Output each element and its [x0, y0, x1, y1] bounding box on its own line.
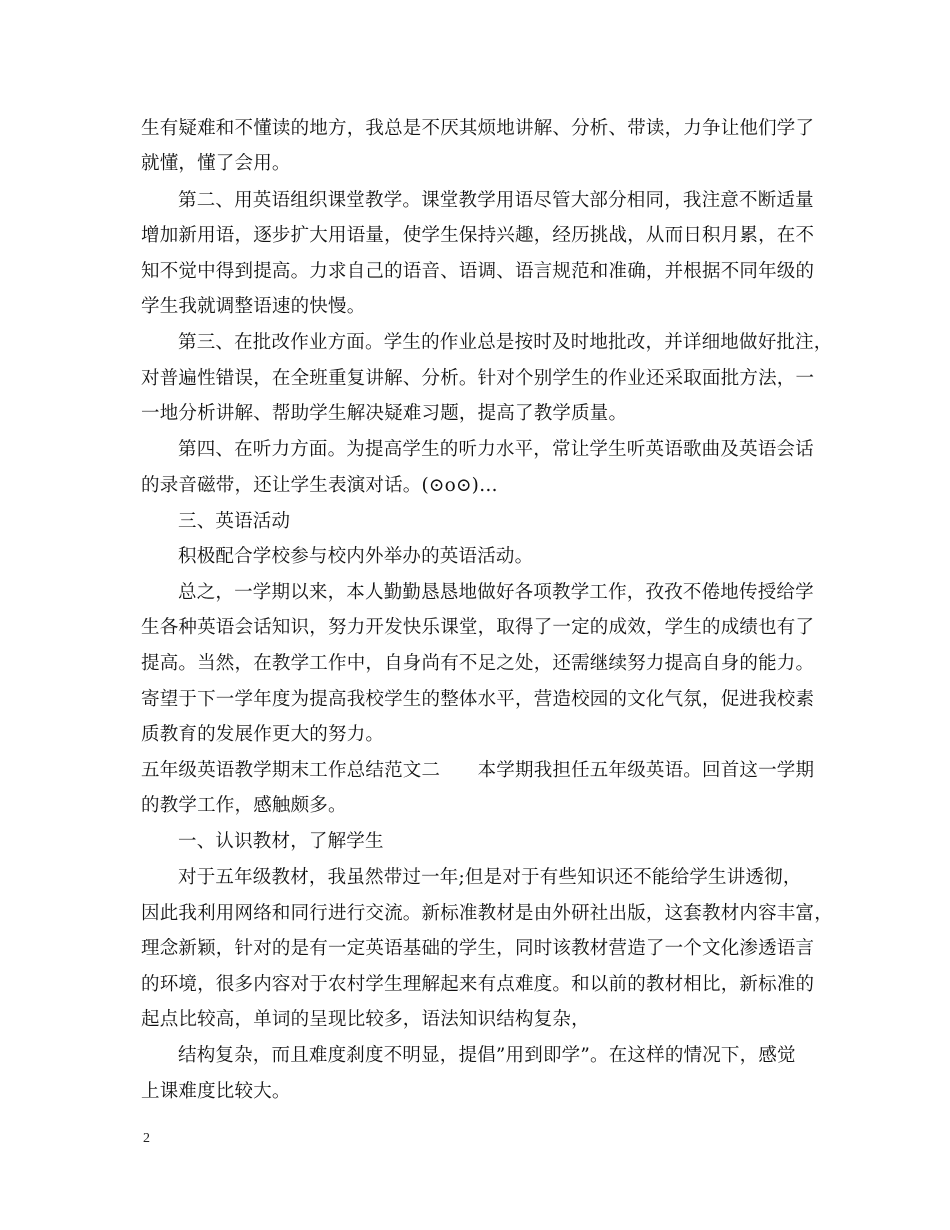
text-line: 寄望于下一学年度为提高我校学生的整体水平，营造校园的文化气氛，促进我校素 — [141, 689, 815, 710]
paragraph-first-line: 对于五年级教材，我虽然带过一年;但是对于有些知识还不能给学生讲透彻， — [178, 867, 802, 888]
text-line: 起点比较高，单词的呈现比较多，语法知识结构复杂， — [141, 1009, 590, 1030]
paragraph-first-line: 总之，一学期以来，本人勤勤恳恳地做好各项教学工作，孜孜不倦地传授给学 — [178, 582, 814, 603]
article-title-line: 五年级英语教学期末工作总结范文二 本学期我担任五年级英语。回首这一学期 — [141, 760, 815, 781]
text-line: 增加新用语，逐步扩大用语量，使学生保持兴趣，经历挑战，从而日积月累，在不 — [141, 225, 815, 246]
text-line: 一地分析讲解、帮助学生解决疑难习题，提高了教学质量。 — [141, 403, 628, 424]
text-line: 知不觉中得到提高。力求自己的语音、语调、语言规范和准确，并根据不同年级的 — [141, 261, 815, 282]
text-line: 对普遍性错误，在全班重复讲解、分析。针对个别学生的作业还采取面批方法，一 — [141, 368, 815, 389]
text-line: 上课难度比较大。 — [141, 1081, 291, 1102]
text-line: 质教育的发展作更大的努力。 — [141, 724, 385, 745]
text-line: 因此我利用网络和同行进行交流。新标准教材是由外研社出版，这套教材内容丰富， — [141, 903, 833, 924]
text-line: 的教学工作，感触颇多。 — [141, 795, 347, 816]
paragraph-first-line: 结构复杂，而且难度刹度不明显，提倡”用到即学”。在这样的情况下，感觉 — [178, 1045, 796, 1066]
page-number: 2 — [143, 1131, 150, 1146]
text-line: 理念新颖，针对的是有一定英语基础的学生，同时该教材营造了一个文化渗透语言 — [141, 938, 815, 959]
paragraph-first-line: 第四、在听力方面。为提高学生的听力水平，常让学生听英语歌曲及英语会话 — [178, 439, 814, 460]
paragraph-first-line: 第二、用英语组织课堂教学。课堂教学用语尽管大部分相同，我注意不断适量 — [178, 190, 814, 211]
text-line: 生有疑难和不懂读的地方，我总是不厌其烦地讲解、分析、带读，力争让他们学了 — [141, 118, 815, 139]
text-line: 学生我就调整语速的快慢。 — [141, 296, 366, 317]
text-line: 提高。当然，在教学工作中，自身尚有不足之处，还需继续努力提高自身的能力。 — [141, 653, 815, 674]
paragraph-first-line: 第三、在批改作业方面。学生的作业总是按时及时地批改，并详细地做好批注， — [178, 332, 833, 353]
text-line: 的环境，很多内容对于农村学生理解起来有点难度。和以前的教材相比，新标准的 — [141, 974, 815, 995]
section-heading: 一、认识教材，了解学生 — [178, 831, 384, 852]
text-line: 就懂，懂了会用。 — [141, 153, 291, 174]
section-heading: 三、英语活动 — [178, 511, 291, 532]
text-line: 生各种英语会话知识，努力开发快乐课堂，取得了一定的成效，学生的成绩也有了 — [141, 617, 815, 638]
text-line: 的录音磁带，还让学生表演对话。(⊙o⊙)… — [141, 475, 498, 496]
paragraph-first-line: 积极配合学校参与校内外举办的英语活动。 — [178, 546, 534, 567]
